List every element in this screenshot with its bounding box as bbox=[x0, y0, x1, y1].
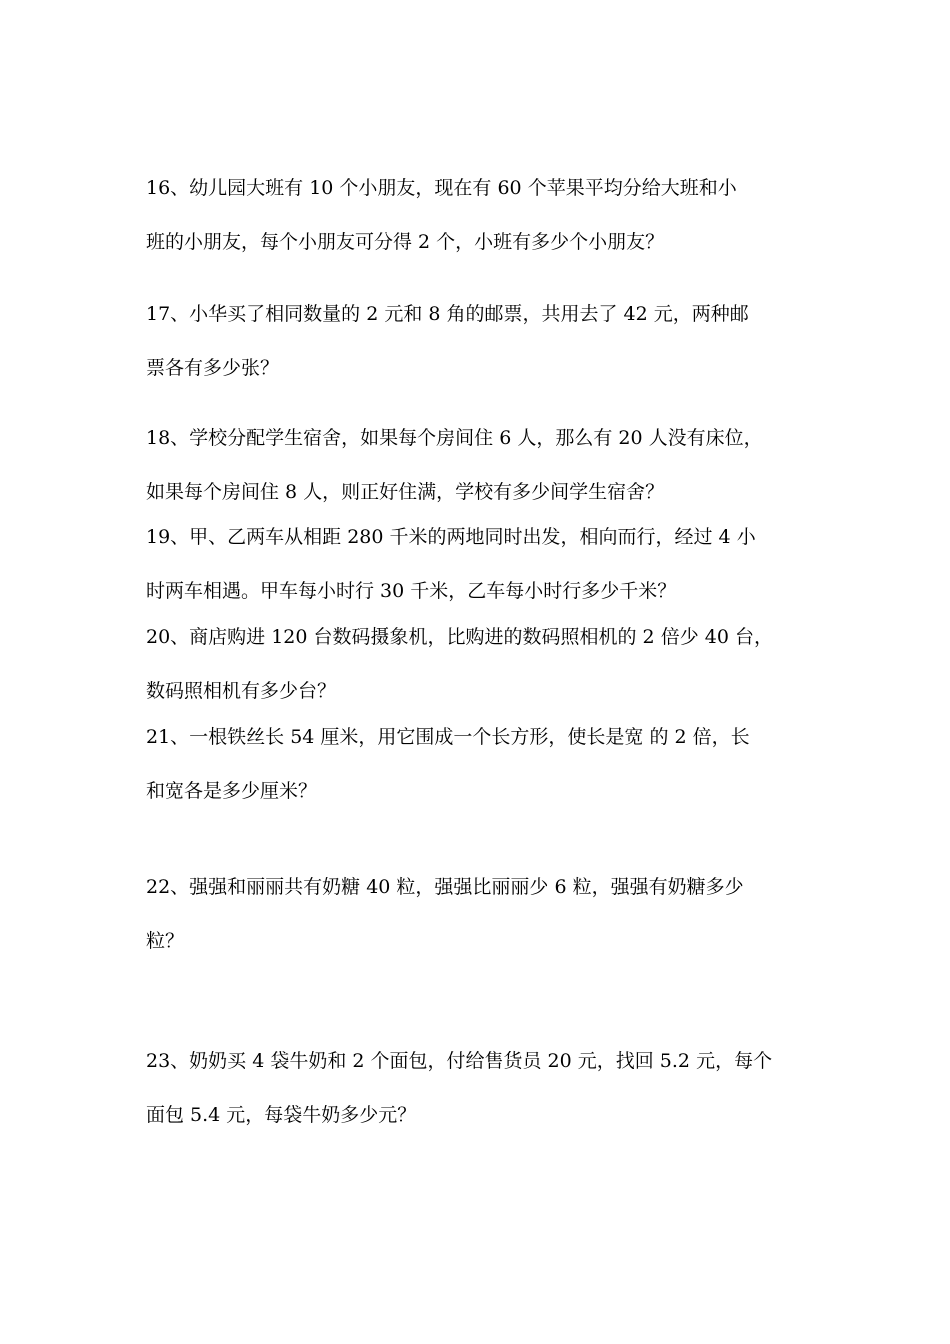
problem-23 bbox=[146, 1021, 826, 1156]
problem-19-line-1: 19、甲、乙两车从相距 280 千米的两地同时出发，相向而行，经过 4 小 bbox=[146, 526, 756, 548]
problem-20-line-1: 20、商店购进 120 台数码摄象机，比购进的数码照相机的 2 倍少 40 台， bbox=[146, 626, 773, 648]
problem-16-line-1: 16、幼儿园大班有 10 个小朋友，现在有 60 个苹果平均分给大班和小 bbox=[146, 177, 737, 199]
problem-16 bbox=[146, 148, 826, 283]
problem-21 bbox=[146, 697, 826, 832]
problem-16-line-2: 班的小朋友，每个小朋友可分得 2 个，小班有多少个小朋友？ bbox=[146, 231, 665, 253]
problem-18-line-1: 18、学校分配学生宿舍，如果每个房间住 6 人，那么有 20 人没有床位， bbox=[146, 427, 763, 449]
problem-23-line-1: 23、奶奶买 4 袋牛奶和 2 个面包，付给售货员 20 元，找回 5.2 元，每个 bbox=[146, 1050, 773, 1072]
problem-17-line-1: 17、小华买了相同数量的 2 元和 8 角的邮票，共用去了 42 元，两种邮 bbox=[146, 303, 749, 325]
problem-23-line-2: 面包 5.4 元，每袋牛奶多少元？ bbox=[146, 1104, 417, 1126]
problem-22-line-1: 22、强强和丽丽共有奶糖 40 粒，强强比丽丽少 6 粒，强强有奶糖多少 bbox=[146, 876, 744, 898]
problem-22 bbox=[146, 847, 826, 982]
problem-21-line-2: 和宽各是多少厘米？ bbox=[146, 780, 318, 802]
problem-17-line-2: 票各有多少张？ bbox=[146, 357, 280, 379]
problem-18-line-2: 如果每个房间住 8 人，则正好住满，学校有多少间学生宿舍？ bbox=[146, 481, 665, 503]
problem-19-line-2: 时两车相遇。甲车每小时行 30 千米，乙车每小时行多少千米？ bbox=[146, 580, 677, 602]
problem-20-line-2: 数码照相机有多少台？ bbox=[146, 680, 337, 702]
problem-21-line-1: 21、一根铁丝长 54 厘米，用它围成一个长方形，使长是宽 的 2 倍，长 bbox=[146, 726, 750, 748]
problem-17 bbox=[146, 274, 826, 409]
problem-22-line-2: 粒？ bbox=[146, 930, 185, 952]
